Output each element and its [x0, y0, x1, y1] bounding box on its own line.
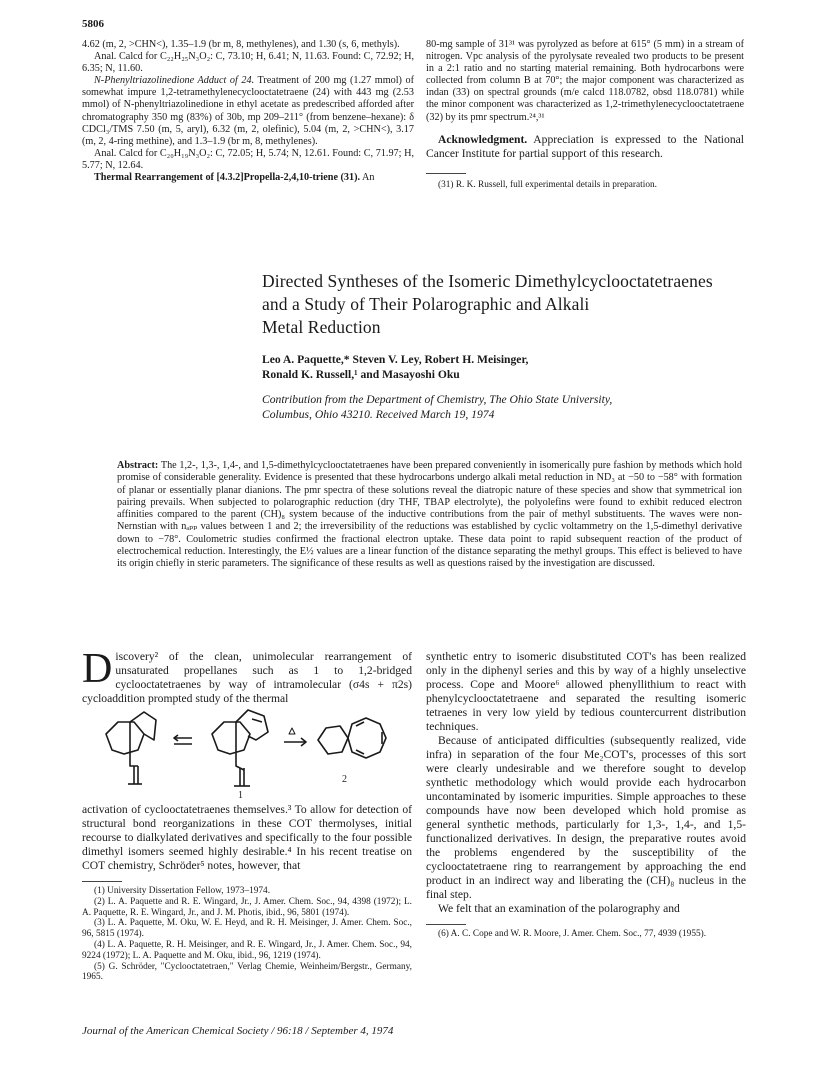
thermal-arrow: [284, 728, 306, 746]
experimental-left-column: [82, 39, 414, 184]
polarography-paragraph: We felt that an examination of the polarography and: [438, 902, 680, 915]
equilibrium-arrow: [174, 735, 192, 744]
adduct-paragraph: [82, 75, 414, 148]
acknowledgment-text: Appreciation is expressed to the National Cancer Institute for partial support of this research.: [426, 132, 744, 160]
rearrangement-heading: Thermal Rearrangement of [4.3.2]Propella-2,4,10-triene (31).: [94, 172, 361, 184]
analysis-paragraph: Anal. Calcd for C₂₂H₂₅N₃O₂: C, 73.10; H, 6.41; N, 11.63. Found: C, 72.92; H, 6.35; N, 11.60.: [82, 51, 414, 75]
abstract: [117, 460, 742, 571]
authors-line-2: Ronald K. Russell,¹ and Masayoshi Oku: [262, 367, 460, 381]
article-title-line-1: Directed Syntheses of the Isomeric Dimethylcyclooctatetraenes: [262, 271, 713, 291]
pyrolysis-paragraph: 80-mg sample of 31³¹ was pyrolyzed as before at 615° (5 mm) in a stream of nitrogen. Vpc analysis of the pyrolysate revealed two products to be present in a 2:1 ratio and no starting material remaining. Both hydrocarbons were collected from column B at 70°; the major component was characterized as indan (33) on spectral grounds (m/e calcd 118.0782, obsd 118.0781) while the minor component was characterized as 1,2-trimethylenecyclooctatetraene (32) by its pmr spectrum.²⁴,³¹: [426, 39, 744, 123]
left-footnote-rule: [82, 881, 122, 882]
affiliation-line-1: Contribution from the Department of Chemistry, The Ohio State University,: [262, 393, 613, 406]
footnote-5: (5) G. Schröder, "Cyclooctatetraen," Verlag Chemie, Weinheim/Bergstr., Germany, 1965.: [82, 961, 412, 983]
abstract-text: The 1,2-, 1,3-, 1,4-, and 1,5-dimethylcyclooctatetraenes have been prepared conveniently in isomerically pure fashion by methods which hold promise of considerable generality. Evidence is presented that these hydrocarbons undergo alkali metal reduction in ND₃ at −50 to −58° with formation of planar or essentially planar dianions. The pmr spectra of these solutions reveal the diatropic nature of these species and show that symmetrical ion pairing prevails. When subjected to polarographic reduction (dry THF, TBAP electrolyte), the polyolefins were found to exhibit reduced electron affinities compared to the parent (CH)₈ system because of the inductive contributions from the pair of methyl substituents. The waves were non-Nernstian with nₐₚₚ values between 1 and 2; the irreversibility of the reductions was established by cyclic voltammetry on the 1,5-dimethyl derivative down to −78°. Coulometric studies confirmed the fractional electron uptake. These data point to rapid subsequent reaction of the product of electrochemical reduction. Interestingly, the E½ values are a linear function of the distance separating the methyl groups. This effect is believed to have its origin chiefly in steric parameters. The significance of these results as well as questions raised by the investigation are discussed.: [117, 460, 742, 570]
left-footnotes: [82, 886, 412, 983]
footnote-6: (6) A. C. Cope and W. R. Moore, J. Amer. Chem. Soc., 77, 4939 (1955).: [438, 929, 707, 939]
right-footnote-rule: [426, 924, 466, 925]
body-right-column: [426, 650, 746, 940]
rearrangement-text: An: [360, 172, 375, 184]
rearrangement-paragraph: [82, 172, 414, 184]
intro-text: iscovery² of the clean, unimolecular rearrangement of unsaturated propellanes such as 1 to 1,2-bridged cyclooctatetraenes by way of intramolecular (σ4s + π2s) cycloaddition prompted study of the thermal: [82, 650, 412, 705]
page-number: 5806: [82, 18, 104, 30]
intro-paragraph: [82, 646, 412, 706]
affiliation-line-2: Columbus, Ohio 43210. Received March 19, 1974: [262, 407, 495, 421]
journal-footer: Journal of the American Chemical Society / 96:18 / September 4, 1974: [82, 1025, 394, 1037]
adduct-text: Treatment of 200 mg (1.27 mmol) of somewhat impure 1,2-tetramethylenecyclooctatetraene (24) with 443 mg (2.53 mmol) of N-phenyltriazolinedione in ethyl acetate as predescribed afforded after chromatography 350 mg (83%) of 30b, mp 209–211° (from benzene–hexane): δ CDCl₃/TMS 7.50 (m, 5, aryl), 6.32 (m, 2, olefinic), 5.04 (m, 2, >CHN<), 3.17 (m, 2, 4-ring methine), and 1.3–1.9 (br m, 8, methylenes).: [82, 75, 414, 147]
footnote-31: (31) R. K. Russell, full experimental details in preparation.: [438, 179, 657, 190]
propellane-structure-a: [106, 712, 156, 784]
article-title-line-3: Metal Reduction: [262, 317, 381, 337]
compound-label-2: 2: [342, 774, 347, 785]
analysis-paragraph-2: Anal. Calcd for C₂₀H₁₉N₃O₂: C, 72.05; H, 5.74; N, 12.61. Found: C, 71.97; H, 5.77; N, 12.64.: [82, 147, 414, 171]
methodology-paragraph: Because of anticipated difficulties (subsequently realized, vide infra) in separation of the four Me₂COT's, processes of this sort were clearly undesirable and we therefore sought to develop synthetic methodology which would provide each hydrocarbon uncontaminated by isomeric impurities. Simple approaches to these compounds have now been developed which hold promise as general synthetic methods, particularly for 1,3-, 1,4-, and 1,5-functionalized derivatives. In design, the preparative routes avoid the problems engendered by the susceptibility of the cyclooctatetraene ring to rearrangement by approaching the end product in an indirect way and liberating the (CH)₈ nucleus in the final step.: [426, 734, 746, 901]
nmr-data-paragraph: 4.62 (m, 2, >CHN<), 1.35–1.9 (br m, 8, methylenes), and 1.30 (s, 6, methyls).: [82, 39, 400, 50]
body-left-continued: [82, 803, 412, 983]
propellane-scheme: [100, 706, 400, 802]
footnote-3: (3) L. A. Paquette, M. Oku, W. E. Heyd, and R. H. Meisinger, J. Amer. Chem. Soc., 96, 5815 (1974).: [82, 918, 412, 940]
article-title-line-2: and a Study of Their Polarographic and Alkali: [262, 294, 590, 314]
footnote-1: (1) University Dissertation Fellow, 1973–1974.: [94, 886, 271, 896]
cope-moore-paragraph: synthetic entry to isomeric disubstituted COT's has been realized only in the diphenyl series and this by way of a highly unselective process. Cope and Moore⁶ allowed phenyllithium to react with phenylcyclooctatetraene and separated the resulting isomeric tetraenes in very low yield by tedious countercurrent distribution techniques.: [426, 650, 746, 733]
footnote-4: (4) L. A. Paquette, R. H. Meisinger, and R. E. Wingard, Jr., J. Amer. Chem. Soc., 94, 9224 (1972); L. A. Paquette and M. Oku, ibid., 96, 1219 (1974).: [82, 939, 412, 961]
abstract-label: Abstract:: [117, 460, 159, 471]
footnote-rule: [426, 173, 466, 174]
cot-activation-paragraph: activation of cyclooctatetraenes themselves.³ To allow for detection of structural bond reorganizations in these COT thermolyses, initial recourse to dialkylated derivatives and specifically to the four possible dimethyl isomers seemed highly desirable.⁴ In his recent treatise on COT chemistry, Schröder⁵ notes, however, that: [82, 803, 412, 872]
authors-line-1: Leo A. Paquette,* Steven V. Ley, Robert H. Meisinger,: [262, 353, 529, 366]
propellane-structure-1: [212, 710, 268, 786]
experimental-right-column: [426, 39, 744, 190]
cyclooctatetraene-structure-2: [318, 718, 386, 758]
article-header: [262, 270, 752, 422]
compound-label-1: 1: [238, 790, 243, 801]
adduct-heading: N-Phenyltriazolinedione Adduct of 24.: [94, 75, 255, 87]
footnote-2: (2) L. A. Paquette and R. E. Wingard, Jr., J. Amer. Chem. Soc., 94, 4398 (1972); L. A. Paquette, R. E. Wingard, Jr., and J. M. Photis, ibid., 96, 5801 (1974).: [82, 896, 412, 918]
acknowledgment-paragraph: [426, 133, 744, 161]
acknowledgment-heading: Acknowledgment.: [438, 132, 528, 146]
drop-cap: D: [82, 646, 113, 692]
body-left-column: [82, 646, 412, 706]
